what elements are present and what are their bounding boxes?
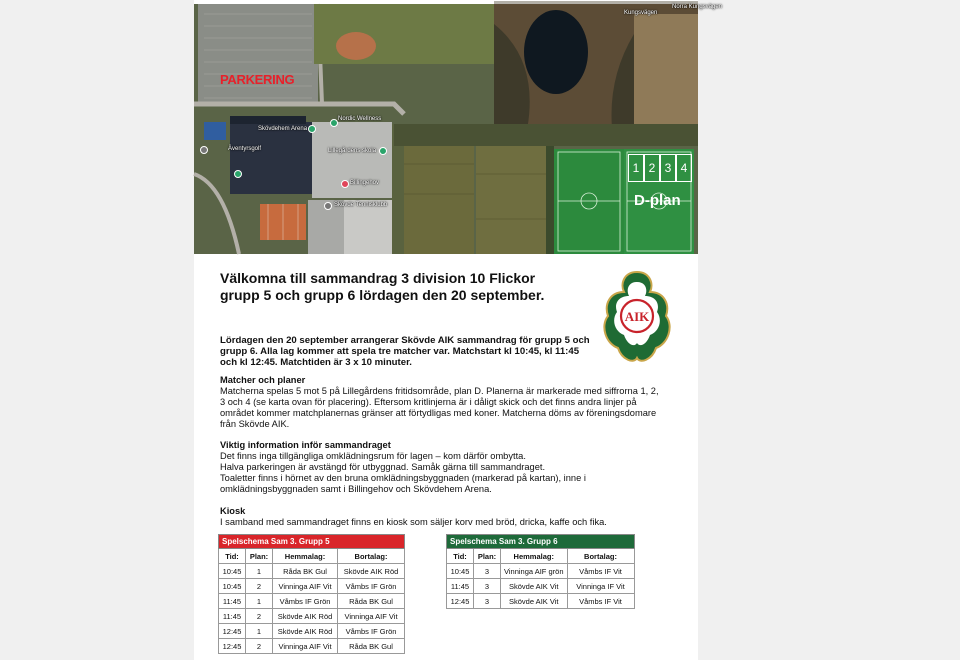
table-cell: Våmbs IF Grön [338,624,405,639]
table-cell: 2 [246,579,273,594]
table-cell: Råda BK Gul [338,594,405,609]
venue-map [194,4,723,254]
table-cell: Våmbs IF Vit [567,564,634,579]
section-heading: Viktig information inför sammandraget [220,440,391,450]
arena-label: Skövdehem Arena [258,126,308,132]
section-body: Matcherna spelas 5 mot 5 på Lillegårdens fritidsområde, plan D. Planerna är markerade med siffrorna 1, 2, 3 och 4 (se karta ovan för placering). Eftersom kritlinjerna är i dåligt skick och det finns andra linjer på området kommer matchplanernas gränser att förtydligas med koner. Matcherna döms av föreningsdomare från Skövde AIK. [220,386,659,429]
pitch-number-3: 3 [660,154,676,182]
lillegarden-label: Lillegårdens skola [328,148,377,154]
table-cell: 3 [474,564,501,579]
pitch-number-4: 4 [676,154,692,182]
column-header: Plan: [474,549,501,564]
pitch-number-2: 2 [644,154,660,182]
page-title: Välkomna till sammandrag 3 division 10 Flickor grupp 5 och grupp 6 lördagen den 20 september. [220,270,545,303]
table-cell: Vinninga AIF Vit [338,609,405,624]
table-cell: Vinninga IF Vit [567,579,634,594]
table-cell: 3 [474,594,501,609]
school-pin-icon [379,147,387,155]
table-cell: 2 [246,609,273,624]
table-cell: 1 [246,564,273,579]
table-cell: Våmbs IF Grön [338,579,405,594]
billingehov-label: Billingehov [350,180,380,186]
section-heading: Kiosk [220,506,246,516]
tennis-pin-icon [324,202,332,210]
table-cell: 11:45 [447,579,474,594]
table-cell: Skövde AIK Röd [338,564,405,579]
hotel-pin-icon [341,180,349,188]
intro-paragraph: Lördagen den 20 september arrangerar Skövde AIK sammandrag för grupp 5 och grupp 6. Alla lag kommer att spela tre matcher var. Matchstart kl 10:45, kl 11:45 och kl 12:45. Matchtiden är 3 x 10 minuter. [220,335,590,369]
table-cell: Skövde AIK Röd [273,624,338,639]
table-cell: 10:45 [219,564,246,579]
table-cell: Skövde AIK Vit [501,594,568,609]
document-page [194,0,723,660]
table-cell: 10:45 [219,579,246,594]
table-cell: Vinninga AIF grön [501,564,568,579]
golf-pin-icon [200,146,208,154]
logo-text: AIK [624,309,650,324]
table-cell: Våmbs IF Grön [273,594,338,609]
table-cell: 11:45 [219,594,246,609]
schedule-table-grupp-5 [218,534,405,654]
table-row [219,609,405,624]
gym-pin-icon [330,119,338,127]
column-header: Bortalag: [567,549,634,564]
column-header: Plan: [246,549,273,564]
info-line: Toaletter finns i hörnet av den bruna omklädningsbyggnaden (markerad på kartan), inne i omklädningsbyggnaden samt i Billingehov och Skövdehem Arena. [220,473,586,494]
road-label: Kungsvägen [624,10,658,16]
column-header: Hemmalag: [273,549,338,564]
table-cell: Råda BK Gul [273,564,338,579]
table-row [447,564,635,579]
table-cell: 11:45 [219,609,246,624]
section-heading: Matcher och planer [220,375,306,385]
parking-label: PARKERING [220,72,295,87]
table-row [219,594,405,609]
dplan-label: D-plan [634,192,681,209]
arena-pin-icon [308,125,316,133]
column-header: Hemmalag: [501,549,568,564]
schedule-table-grupp-6 [446,534,635,609]
info-line: Det finns inga tillgängliga omklädningsrum för lagen – kom därför ombytta. [220,451,526,461]
road-label-2: Norra Kungsvägen [672,4,723,10]
park-pin-icon [234,170,242,178]
table-cell: 1 [246,624,273,639]
table-row [219,624,405,639]
table-cell: 3 [474,579,501,594]
column-header: Tid: [219,549,246,564]
pitch-number-1: 1 [628,154,644,182]
table-cell: 12:45 [219,639,246,654]
column-header: Tid: [447,549,474,564]
table-cell: Vinninga AIF Vit [273,579,338,594]
table-cell: Vinninga AIF Vit [273,639,338,654]
table-row [219,639,405,654]
table-cell: 2 [246,639,273,654]
table-cell: 12:45 [219,624,246,639]
table-row [447,594,635,609]
table-cell: Skövde AIK Röd [273,609,338,624]
table-cell: Skövde AIK Vit [501,579,568,594]
aventyrsgolf-label: Äventyrsgolf [228,146,262,152]
table-cell: Våmbs IF Vit [567,594,634,609]
section-body: I samband med sammandraget finns en kiosk som säljer korv med bröd, dricka, kaffe och fika. [220,517,607,527]
section-matcher [220,375,660,430]
table-cell: 1 [246,594,273,609]
info-line: Halva parkeringen är avstängd för utbyggnad. Samåk gärna till sammandraget. [220,462,546,472]
section-kiosk [220,506,660,528]
schedule-caption: Spelschema Sam 3. Grupp 6 [447,535,635,549]
table-row [447,579,635,594]
table-cell: 10:45 [447,564,474,579]
table-row [219,579,405,594]
column-header: Bortalag: [338,549,405,564]
nordic-label: Nordic Wellness [338,116,382,122]
club-logo [602,270,672,364]
table-row [219,564,405,579]
section-viktig [220,440,660,495]
tennis-label: Skövde Tennisklubb [334,202,388,208]
table-cell: 12:45 [447,594,474,609]
schedule-caption: Spelschema Sam 3. Grupp 5 [219,535,405,549]
table-cell: Råda BK Gul [338,639,405,654]
